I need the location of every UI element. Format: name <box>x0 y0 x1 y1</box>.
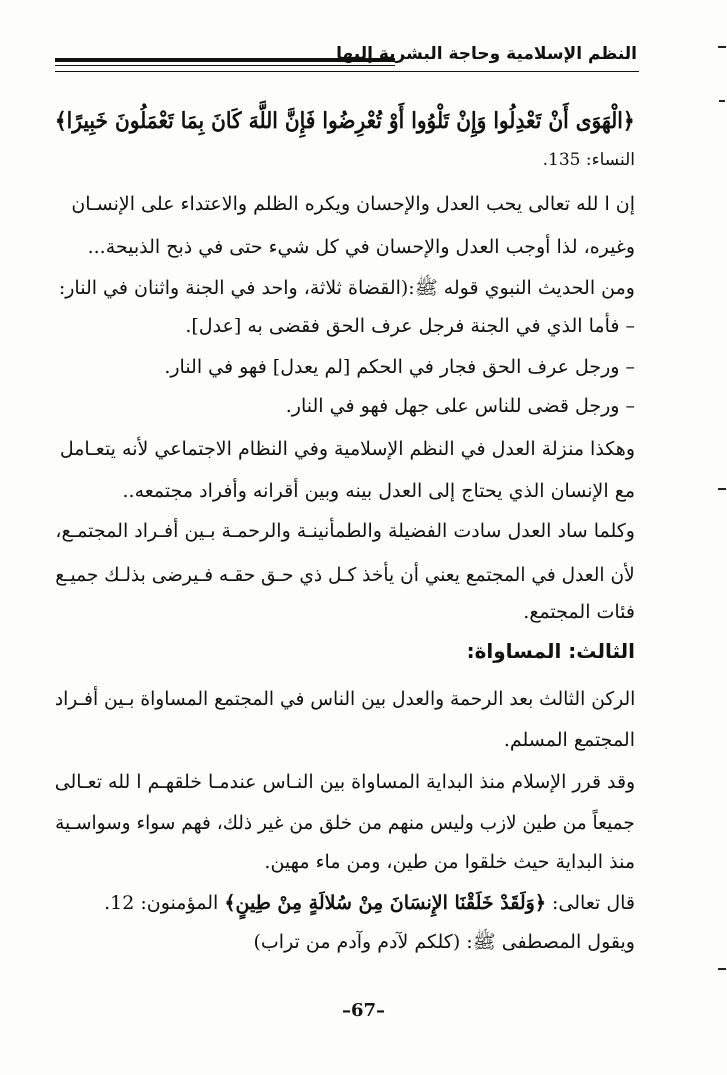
header-rule-thin <box>55 71 639 72</box>
paragraph-line: منذ البداية حيث خلقوا من طين، ومن ماء مهين. <box>264 851 635 873</box>
paragraph-line: المجتمع المسلم. <box>503 729 635 751</box>
paragraph-line: وهكذا منزلة العدل في النظم الإسلامية وفي النظام الاجتماعي لأنه يتعـامل <box>59 438 635 460</box>
verse-reference: النساء: 135. <box>542 150 635 170</box>
paragraph-line: الركن الثالث بعد الرحمة والعدل بين الناس في المجتمع المساواة بـين أفـراد <box>54 688 635 710</box>
section-heading: الثالث: المساواة: <box>466 639 635 663</box>
scan-edge-mark <box>718 488 726 490</box>
scan-edge-mark <box>718 968 726 970</box>
hadith-item: – ورجل قضى للناس على جهل فهو في النار. <box>285 395 635 417</box>
header-rule-thick <box>55 58 395 66</box>
paragraph-line: إن ا لله تعالى يحب العدل والإحسان ويكره الظلم والاعتداء على الإنسـان <box>71 193 635 215</box>
paragraph-line: جميعاً من طين لازب وليس منهم من خلق من غير ذلك، فهم سواء وسواسـية <box>55 812 635 834</box>
hadith-item: – فأما الذي في الجنة فرجل عرف الحق فقضى به [عدل]. <box>185 315 635 337</box>
quran-verse-inline: ﴿وَلَقَدْ خَلَقْنَا الإِنسَانَ مِنْ سُلالَةٍ مِنْ طِينٍ﴾ <box>224 892 546 914</box>
running-header-title: النظم الإسلامية وحاجة البشرية إليها <box>336 44 637 64</box>
page-number: –67– <box>341 1000 386 1021</box>
quran-verse: ﴿الْهَوَى أَنْ تَعْدِلُوا وَإِنْ تَلْوُوا أَوْ تُعْرِضُوا فَإِنَّ اللَّهَ كَانَ بِمَا تَعْمَلُونَ خَبِيرًا﴾ <box>55 108 635 134</box>
scan-edge-mark <box>718 46 726 48</box>
quran-citation-line <box>104 894 635 913</box>
paragraph-line: لأن العدل في المجتمع يعني أن يأخذ كـل ذي حـق حقـه فـيرضى بذلـك جميـع <box>55 564 635 586</box>
paragraph-line: مع الإنسان الذي يحتاج إلى العدل بينه وبين أقرانه وأفراد مجتمعه.. <box>122 480 635 502</box>
paragraph-line: وغيره، لذا أوجب العدل والإحسان في كل شيء حتى في ذبح الذبيحة... <box>87 236 635 258</box>
hadith-item: – ورجل عرف الحق فجار في الحكم [لم يعدل] فهو في النار. <box>164 356 635 378</box>
paragraph-line: وكلما ساد العدل سادت الفضيلة والطمأنينـة والرحمـة بـين أفـراد المجتمـع، <box>55 520 635 542</box>
paragraph-line: وقد قرر الإسلام منذ البداية المساواة بين النـاس عندمـا خلقهـم ا لله تعـالى <box>54 771 635 793</box>
citation-intro: قال تعالى: <box>545 892 635 914</box>
scan-edge-mark <box>719 100 725 102</box>
paragraph-line: فئات المجتمع. <box>523 601 635 623</box>
paragraph-line: ومن الحديث النبوي قوله ﷺ:(القضاة ثلاثة، واحد في الجنة واثنان في النار: <box>58 277 635 299</box>
hadith-line: ويقول المصطفى ﷺ: (كلكم لآدم وآدم من تراب) <box>253 931 635 953</box>
verse-reference-inline: المؤمنون: 12. <box>104 892 225 914</box>
